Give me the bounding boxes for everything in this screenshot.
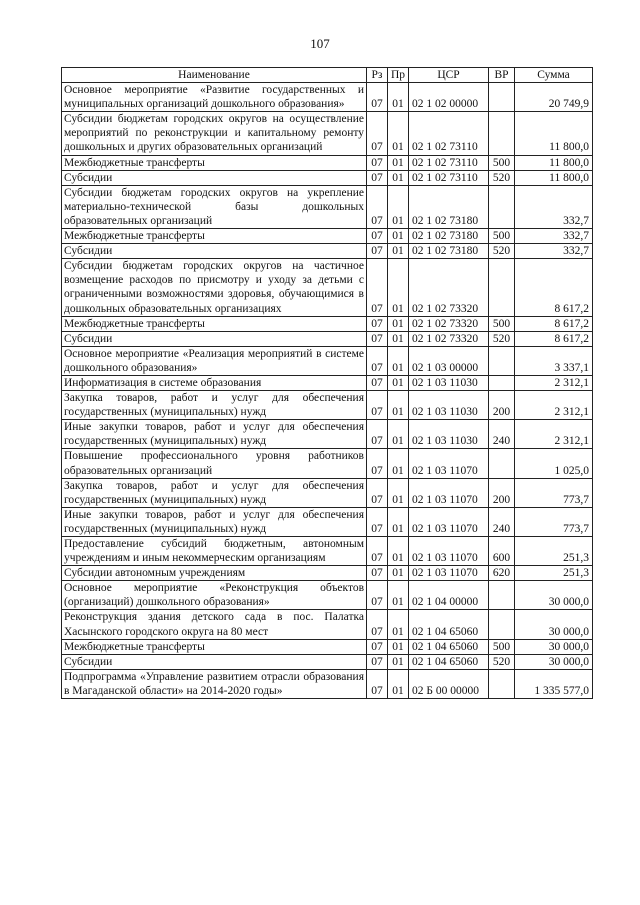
- header-name: Наименование: [62, 68, 367, 83]
- cell-rz: 07: [367, 331, 388, 346]
- cell-sum: 11 800,0: [515, 155, 593, 170]
- cell-rz: 07: [367, 478, 388, 507]
- cell-csr: 02 1 02 73110: [409, 170, 489, 185]
- cell-name: Иные закупки товаров, работ и услуг для обеспечения государственных (муниципальных) нужд: [62, 507, 367, 536]
- table-row: [62, 331, 593, 346]
- cell-pr: 01: [388, 155, 409, 170]
- cell-sum: 11 800,0: [515, 170, 593, 185]
- cell-pr: 01: [388, 331, 409, 346]
- table-row: [62, 375, 593, 390]
- table-row: [62, 654, 593, 669]
- cell-vr: 200: [489, 391, 515, 420]
- cell-rz: 07: [367, 375, 388, 390]
- cell-pr: 01: [388, 112, 409, 155]
- table-row: [62, 639, 593, 654]
- cell-vr: 240: [489, 507, 515, 536]
- cell-sum: 8 617,2: [515, 316, 593, 331]
- cell-rz: 07: [367, 507, 388, 536]
- header-rz: Рз: [367, 68, 388, 83]
- cell-name: Межбюджетные трансферты: [62, 229, 367, 244]
- cell-vr: [489, 669, 515, 698]
- cell-pr: 01: [388, 478, 409, 507]
- cell-vr: 240: [489, 420, 515, 449]
- cell-sum: 251,3: [515, 537, 593, 566]
- cell-pr: 01: [388, 83, 409, 112]
- cell-pr: 01: [388, 375, 409, 390]
- cell-vr: 500: [489, 639, 515, 654]
- cell-csr: 02 1 02 73180: [409, 244, 489, 259]
- cell-rz: 07: [367, 566, 388, 581]
- cell-rz: 07: [367, 112, 388, 155]
- cell-pr: 01: [388, 259, 409, 316]
- cell-name: Субсидии бюджетам городских округов на укрепление материально-технической базы дошкольных образовательных организаций: [62, 185, 367, 228]
- cell-rz: 07: [367, 420, 388, 449]
- cell-rz: 07: [367, 639, 388, 654]
- cell-pr: 01: [388, 391, 409, 420]
- table-row: [62, 669, 593, 698]
- cell-rz: 07: [367, 170, 388, 185]
- cell-name: Межбюджетные трансферты: [62, 155, 367, 170]
- header-csr: ЦСР: [409, 68, 489, 83]
- cell-pr: 01: [388, 170, 409, 185]
- cell-rz: 07: [367, 654, 388, 669]
- cell-rz: 07: [367, 185, 388, 228]
- cell-pr: 01: [388, 507, 409, 536]
- cell-csr: 02 1 03 11030: [409, 420, 489, 449]
- cell-rz: 07: [367, 669, 388, 698]
- cell-pr: 01: [388, 639, 409, 654]
- cell-vr: [489, 112, 515, 155]
- cell-rz: 07: [367, 449, 388, 478]
- cell-csr: 02 1 02 73180: [409, 229, 489, 244]
- cell-sum: 20 749,9: [515, 83, 593, 112]
- cell-pr: 01: [388, 654, 409, 669]
- cell-sum: 332,7: [515, 185, 593, 228]
- cell-name: Субсидии бюджетам городских округов на осуществление мероприятий по реконструкции и капитальному ремонту дошкольных и других образовательных организаций: [62, 112, 367, 155]
- cell-rz: 07: [367, 244, 388, 259]
- table-row: [62, 83, 593, 112]
- cell-name: Субсидии: [62, 331, 367, 346]
- cell-csr: 02 1 02 73180: [409, 185, 489, 228]
- table-row: [62, 420, 593, 449]
- cell-csr: 02 Б 00 00000: [409, 669, 489, 698]
- cell-csr: 02 1 03 11030: [409, 391, 489, 420]
- cell-sum: 30 000,0: [515, 581, 593, 610]
- cell-sum: 8 617,2: [515, 331, 593, 346]
- cell-pr: 01: [388, 669, 409, 698]
- cell-csr: 02 1 03 11070: [409, 449, 489, 478]
- cell-vr: 200: [489, 478, 515, 507]
- table-row: [62, 610, 593, 639]
- table-row: [62, 391, 593, 420]
- cell-vr: 520: [489, 654, 515, 669]
- cell-rz: 07: [367, 391, 388, 420]
- cell-name: Субсидии: [62, 654, 367, 669]
- table-row: [62, 316, 593, 331]
- cell-csr: 02 1 03 11070: [409, 537, 489, 566]
- cell-sum: 11 800,0: [515, 112, 593, 155]
- table-row: [62, 170, 593, 185]
- cell-sum: 30 000,0: [515, 639, 593, 654]
- cell-vr: 500: [489, 229, 515, 244]
- cell-pr: 01: [388, 566, 409, 581]
- cell-name: Межбюджетные трансферты: [62, 639, 367, 654]
- cell-name: Информатизация в системе образования: [62, 375, 367, 390]
- cell-vr: [489, 610, 515, 639]
- header-pr: Пр: [388, 68, 409, 83]
- cell-sum: 1 025,0: [515, 449, 593, 478]
- cell-csr: 02 1 02 00000: [409, 83, 489, 112]
- cell-pr: 01: [388, 537, 409, 566]
- cell-csr: 02 1 04 65060: [409, 610, 489, 639]
- table-row: [62, 537, 593, 566]
- cell-name: Иные закупки товаров, работ и услуг для обеспечения государственных (муниципальных) нужд: [62, 420, 367, 449]
- cell-csr: 02 1 02 73110: [409, 112, 489, 155]
- cell-sum: 8 617,2: [515, 259, 593, 316]
- cell-csr: 02 1 02 73320: [409, 259, 489, 316]
- cell-pr: 01: [388, 346, 409, 375]
- cell-rz: 07: [367, 610, 388, 639]
- cell-name: Подпрограмма «Управление развитием отрасли образования в Магаданской области» на 2014-2020 годы»: [62, 669, 367, 698]
- cell-name: Закупка товаров, работ и услуг для обеспечения государственных (муниципальных) нужд: [62, 391, 367, 420]
- cell-pr: 01: [388, 229, 409, 244]
- cell-pr: 01: [388, 316, 409, 331]
- cell-pr: 01: [388, 244, 409, 259]
- table-row: [62, 155, 593, 170]
- cell-name: Реконструкция здания детского сада в пос. Палатка Хасынского городского округа на 80 мест: [62, 610, 367, 639]
- cell-name: Основное мероприятие «Развитие государственных и муниципальных организаций дошкольного образования»: [62, 83, 367, 112]
- cell-sum: 332,7: [515, 244, 593, 259]
- table-row: [62, 112, 593, 155]
- budget-table: [61, 67, 593, 699]
- cell-csr: 02 1 03 11030: [409, 375, 489, 390]
- cell-vr: 600: [489, 537, 515, 566]
- cell-csr: 02 1 04 65060: [409, 654, 489, 669]
- cell-rz: 07: [367, 83, 388, 112]
- cell-vr: 520: [489, 331, 515, 346]
- cell-rz: 07: [367, 581, 388, 610]
- cell-csr: 02 1 04 00000: [409, 581, 489, 610]
- cell-vr: 520: [489, 170, 515, 185]
- cell-vr: [489, 259, 515, 316]
- cell-vr: 620: [489, 566, 515, 581]
- page-number: 107: [310, 36, 330, 51]
- table-header-row: [62, 68, 593, 83]
- cell-pr: 01: [388, 581, 409, 610]
- table-row: [62, 449, 593, 478]
- cell-sum: 30 000,0: [515, 610, 593, 639]
- header-vr: ВР: [489, 68, 515, 83]
- cell-sum: 773,7: [515, 507, 593, 536]
- cell-vr: 500: [489, 316, 515, 331]
- cell-name: Предоставление субсидий бюджетным, автономным учреждениям и иным некоммерческим организациям: [62, 537, 367, 566]
- cell-rz: 07: [367, 346, 388, 375]
- cell-vr: [489, 449, 515, 478]
- cell-pr: 01: [388, 420, 409, 449]
- cell-csr: 02 1 03 11070: [409, 507, 489, 536]
- cell-vr: [489, 346, 515, 375]
- cell-sum: 30 000,0: [515, 654, 593, 669]
- header-sum: Сумма: [515, 68, 593, 83]
- table-row: [62, 346, 593, 375]
- cell-csr: 02 1 02 73320: [409, 316, 489, 331]
- cell-rz: 07: [367, 537, 388, 566]
- cell-name: Субсидии: [62, 244, 367, 259]
- table-body: [62, 83, 593, 699]
- cell-sum: 2 312,1: [515, 420, 593, 449]
- cell-sum: 332,7: [515, 229, 593, 244]
- table-row: [62, 185, 593, 228]
- cell-name: Основное мероприятие «Реконструкция объектов (организаций) дошкольного образования»: [62, 581, 367, 610]
- cell-csr: 02 1 03 11070: [409, 478, 489, 507]
- cell-vr: 500: [489, 155, 515, 170]
- cell-csr: 02 1 04 65060: [409, 639, 489, 654]
- table-row: [62, 566, 593, 581]
- table-row: [62, 581, 593, 610]
- cell-sum: 1 335 577,0: [515, 669, 593, 698]
- cell-rz: 07: [367, 316, 388, 331]
- cell-name: Межбюджетные трансферты: [62, 316, 367, 331]
- cell-rz: 07: [367, 229, 388, 244]
- table-row: [62, 229, 593, 244]
- cell-vr: [489, 83, 515, 112]
- cell-rz: 07: [367, 259, 388, 316]
- table-row: [62, 507, 593, 536]
- cell-sum: 3 337,1: [515, 346, 593, 375]
- cell-name: Повышение профессионального уровня работников образовательных организаций: [62, 449, 367, 478]
- cell-vr: 520: [489, 244, 515, 259]
- cell-rz: 07: [367, 155, 388, 170]
- cell-vr: [489, 581, 515, 610]
- cell-name: Закупка товаров, работ и услуг для обеспечения государственных (муниципальных) нужд: [62, 478, 367, 507]
- cell-csr: 02 1 02 73110: [409, 155, 489, 170]
- cell-sum: 773,7: [515, 478, 593, 507]
- cell-sum: 2 312,1: [515, 375, 593, 390]
- table-row: [62, 244, 593, 259]
- cell-pr: 01: [388, 185, 409, 228]
- cell-vr: [489, 185, 515, 228]
- cell-pr: 01: [388, 449, 409, 478]
- cell-name: Субсидии: [62, 170, 367, 185]
- table-row: [62, 259, 593, 316]
- cell-sum: 2 312,1: [515, 391, 593, 420]
- cell-name: Субсидии бюджетам городских округов на частичное возмещение расходов по присмотру и уходу за детьми с ограниченными возможностями здоровья, обучающимися в дошкольных образовательных организациях: [62, 259, 367, 316]
- cell-vr: [489, 375, 515, 390]
- cell-csr: 02 1 03 11070: [409, 566, 489, 581]
- cell-sum: 251,3: [515, 566, 593, 581]
- table-row: [62, 478, 593, 507]
- cell-csr: 02 1 02 73320: [409, 331, 489, 346]
- cell-csr: 02 1 03 00000: [409, 346, 489, 375]
- cell-name: Основное мероприятие «Реализация мероприятий в системе дошкольного образования»: [62, 346, 367, 375]
- cell-name: Субсидии автономным учреждениям: [62, 566, 367, 581]
- cell-pr: 01: [388, 610, 409, 639]
